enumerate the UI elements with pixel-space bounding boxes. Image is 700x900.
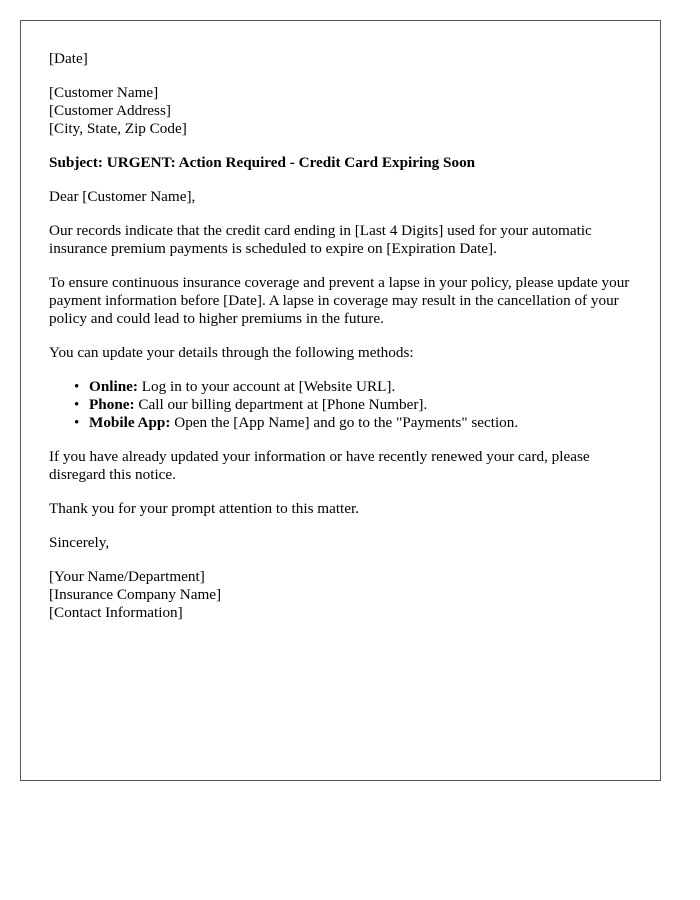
signature-name: [Your Name/Department] <box>49 568 205 585</box>
bullet-icon: • <box>74 396 80 413</box>
method-text: Log in to your account at [Website URL]. <box>137 378 396 395</box>
recipient-address: [Customer Address] <box>49 102 171 119</box>
bullet-icon: • <box>74 378 80 395</box>
recipient-name: [Customer Name] <box>49 84 159 101</box>
paragraph-methods-intro: You can update your details through the following methods: <box>49 344 414 361</box>
signature-block <box>49 568 632 622</box>
bullet-icon: • <box>74 414 80 431</box>
signature-contact: [Contact Information] <box>49 604 183 621</box>
recipient-address-block <box>49 84 632 138</box>
signature-company: [Insurance Company Name] <box>49 586 222 603</box>
letter-date <box>49 50 632 68</box>
salutation: Dear [Customer Name], <box>49 188 196 205</box>
closing: Sincerely, <box>49 534 110 551</box>
method-label: Mobile App: <box>89 414 171 431</box>
letter-page <box>20 20 661 781</box>
method-online <box>74 378 632 396</box>
method-phone <box>74 396 632 414</box>
method-label: Phone: <box>89 396 135 413</box>
method-mobile-app <box>74 414 632 432</box>
update-methods-list <box>49 378 632 432</box>
date-text: [Date] <box>49 50 88 67</box>
method-text: Call our billing department at [Phone Number]. <box>134 396 428 413</box>
paragraph-thanks: Thank you for your prompt attention to this matter. <box>49 500 360 517</box>
method-text: Open the [App Name] and go to the "Payments" section. <box>170 414 519 431</box>
paragraph-card-expiring: Our records indicate that the credit card ending in [Last 4 Digits] used for your automatic insurance premium payments is scheduled to expire on [Expiration Date]. <box>49 222 592 257</box>
subject-line: Subject: URGENT: Action Required - Credit Card Expiring Soon <box>49 154 476 171</box>
method-label: Online: <box>89 378 138 395</box>
paragraph-disregard: If you have already updated your information or have recently renewed your card, please disregard this notice. <box>49 448 590 483</box>
paragraph-update-request: To ensure continuous insurance coverage and prevent a lapse in your policy, please update your payment information before [Date]. A lapse in coverage may result in the cancellation of your policy and could lead to higher premiums in the future. <box>49 274 630 327</box>
recipient-city-state-zip: [City, State, Zip Code] <box>49 120 187 137</box>
